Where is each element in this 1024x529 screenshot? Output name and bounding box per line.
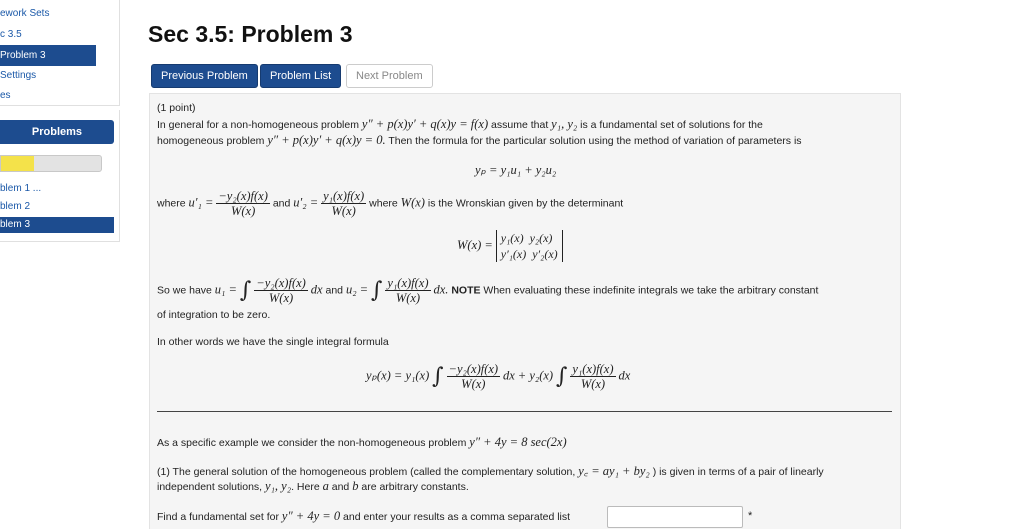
part1-line-2 <box>157 479 469 494</box>
yp-formula <box>475 162 556 178</box>
yp-formula-text: yₚ = y₁u₁ + y₂u₂ <box>475 163 557 177</box>
previous-problem-button[interactable]: Previous Problem <box>151 64 258 88</box>
homogeneous-equation: y″ + p(x)y′ + q(x)y = 0. <box>267 133 386 147</box>
u2-numerator: y₁(x)f(x) <box>323 189 365 203</box>
example-line <box>157 435 567 450</box>
and-text-3: and <box>331 481 350 493</box>
homog-text-1: homogeneous problem <box>157 135 265 147</box>
where-w-text: where <box>369 197 398 210</box>
det-y1: y₁(x) <box>500 231 524 245</box>
sidebar-link-grades[interactable]: es <box>0 90 11 101</box>
example-text: As a specific example we consider the non-homogeneous problem <box>157 437 467 449</box>
integral-icon: ∫ <box>371 278 383 303</box>
formula-dx-1: dx <box>503 368 515 383</box>
find-text-a: Find a fundamental set for <box>157 511 279 523</box>
formula-num-2: y₁(x)f(x) <box>572 362 614 376</box>
sidebar-link-section[interactable]: c 3.5 <box>0 29 22 40</box>
page-title: Sec 3.5: Problem 3 <box>148 21 353 47</box>
problems-heading: Problems <box>0 120 114 144</box>
find-line <box>157 509 570 524</box>
det-y2: y₂(x) <box>529 231 553 245</box>
det-y2-prime: y′₂(x) <box>532 247 558 261</box>
find-equation: y″ + 4y = 0 <box>281 509 341 523</box>
integral-icon: ∫ <box>556 364 568 389</box>
and-text-2: and <box>325 284 344 297</box>
sidebar-link-settings[interactable]: Settings <box>0 70 37 81</box>
yp-lhs: yₚ(x) = y₁(x) <box>366 368 430 383</box>
u2-prime-fraction <box>321 189 366 218</box>
so-we-have-text: So we have <box>157 284 212 297</box>
u1-numerator: −y₂(x)f(x) <box>218 189 268 203</box>
determinant <box>496 230 563 262</box>
yc-equation: y꜀ = ay₁ + by₂ <box>578 464 650 478</box>
find-text-b: and enter your results as a comma separated list <box>343 511 571 523</box>
part1-line-1 <box>157 462 824 479</box>
intro-text-2: assume that <box>491 119 549 131</box>
y1-y2: y₁, y₂ <box>551 117 578 131</box>
part1-text-a: (1) The general solution of the homogeneous problem (called the complementary solution, <box>157 466 576 478</box>
u1-integrand <box>254 276 308 305</box>
formula-den-1: W(x) <box>461 377 486 391</box>
formula-frac-2 <box>570 362 615 391</box>
u1-int-numerator: −y₂(x)f(x) <box>256 276 306 290</box>
constant-a: a <box>322 479 329 493</box>
sidebar-link-homework-sets[interactable]: ework Sets <box>0 8 50 19</box>
homog-text-2: Then the formula for the particular solution using the method of variation of parameters is <box>388 135 802 147</box>
note-label: NOTE <box>451 284 481 297</box>
plus-y2: + y₂(x) <box>517 368 554 383</box>
single-formula-text: In other words we have the single integral formula <box>157 336 389 348</box>
wronskian-text: is the Wronskian given by the determinant <box>427 197 624 210</box>
wronskian-determinant <box>457 230 563 262</box>
u2-int-numerator: y₁(x)f(x) <box>387 276 429 290</box>
wronskian-symbol: W(x) <box>400 195 425 210</box>
dx-1: dx <box>310 282 323 297</box>
next-problem-button[interactable]: Next Problem <box>346 64 433 88</box>
points-label: (1 point) <box>157 102 196 114</box>
single-integral-formula <box>366 362 630 391</box>
general-equation: y″ + p(x)y′ + q(x)y = f(x) <box>361 117 489 131</box>
integral-icon: ∫ <box>432 364 444 389</box>
sidebar-problem-2[interactable]: blem 2 <box>0 201 31 212</box>
required-mark: * <box>748 510 753 522</box>
u1-int-denominator: W(x) <box>268 291 294 305</box>
note-text: When evaluating these indefinite integrals we take the arbitrary constant <box>483 284 819 297</box>
divider <box>157 411 892 412</box>
formula-dx-2: dx <box>618 368 631 383</box>
intro-line-2 <box>157 133 802 148</box>
sidebar <box>0 0 120 529</box>
and-text: and <box>272 197 291 210</box>
u2-integrand <box>385 276 430 305</box>
u2-int-denominator: W(x) <box>395 291 421 305</box>
u2-prime-lhs: u′₂ = <box>293 195 319 210</box>
u1-prime-fraction <box>216 189 270 218</box>
intro-text-1: In general for a non-homogeneous problem <box>157 119 359 131</box>
formula-num-1: −y₂(x)f(x) <box>448 362 499 376</box>
det-y1-prime: y′₁(x) <box>500 247 527 261</box>
part1-text-b: ) is given in terms of a pair of linearly <box>652 466 824 478</box>
where-text: where <box>157 197 186 210</box>
y1-y2-b: y₁, y₂ <box>265 479 292 493</box>
problem-list-button[interactable]: Problem List <box>260 64 341 88</box>
integrals-line <box>157 276 818 305</box>
progress-fill <box>1 156 34 171</box>
u2-denominator: W(x) <box>331 204 356 218</box>
u1-denominator: W(x) <box>230 204 256 218</box>
sidebar-problem-3[interactable]: blem 3 <box>0 217 114 233</box>
sidebar-item-current-problem[interactable]: Problem 3 <box>0 45 96 66</box>
constant-b: b <box>352 479 359 493</box>
formula-frac-1 <box>447 362 501 391</box>
intro-line-1 <box>157 117 763 132</box>
note-text-2: of integration to be zero. <box>157 309 271 321</box>
formula-den-2: W(x) <box>580 377 606 391</box>
u1-eq: u₁ = <box>214 282 237 297</box>
part1-text-d: . Here <box>291 481 320 493</box>
sidebar-problem-1[interactable]: blem 1 ... <box>0 183 42 194</box>
example-equation: y″ + 4y = 8 sec(2x) <box>469 435 567 449</box>
u2-eq: u₂ = <box>345 282 369 297</box>
dx-2: dx. <box>433 282 449 297</box>
u1-prime-lhs: u′₁ = <box>188 195 214 210</box>
intro-text-3: is a fundamental set of solutions for the <box>580 119 763 131</box>
answer-input[interactable] <box>607 506 743 528</box>
w-lhs: W(x) = <box>457 237 493 252</box>
part1-text-c: independent solutions, <box>157 481 263 493</box>
integral-icon: ∫ <box>239 278 252 303</box>
progress-bar <box>0 155 102 172</box>
part1-text-e: are arbitrary constants. <box>361 481 469 493</box>
u-derivatives-line <box>157 189 623 218</box>
